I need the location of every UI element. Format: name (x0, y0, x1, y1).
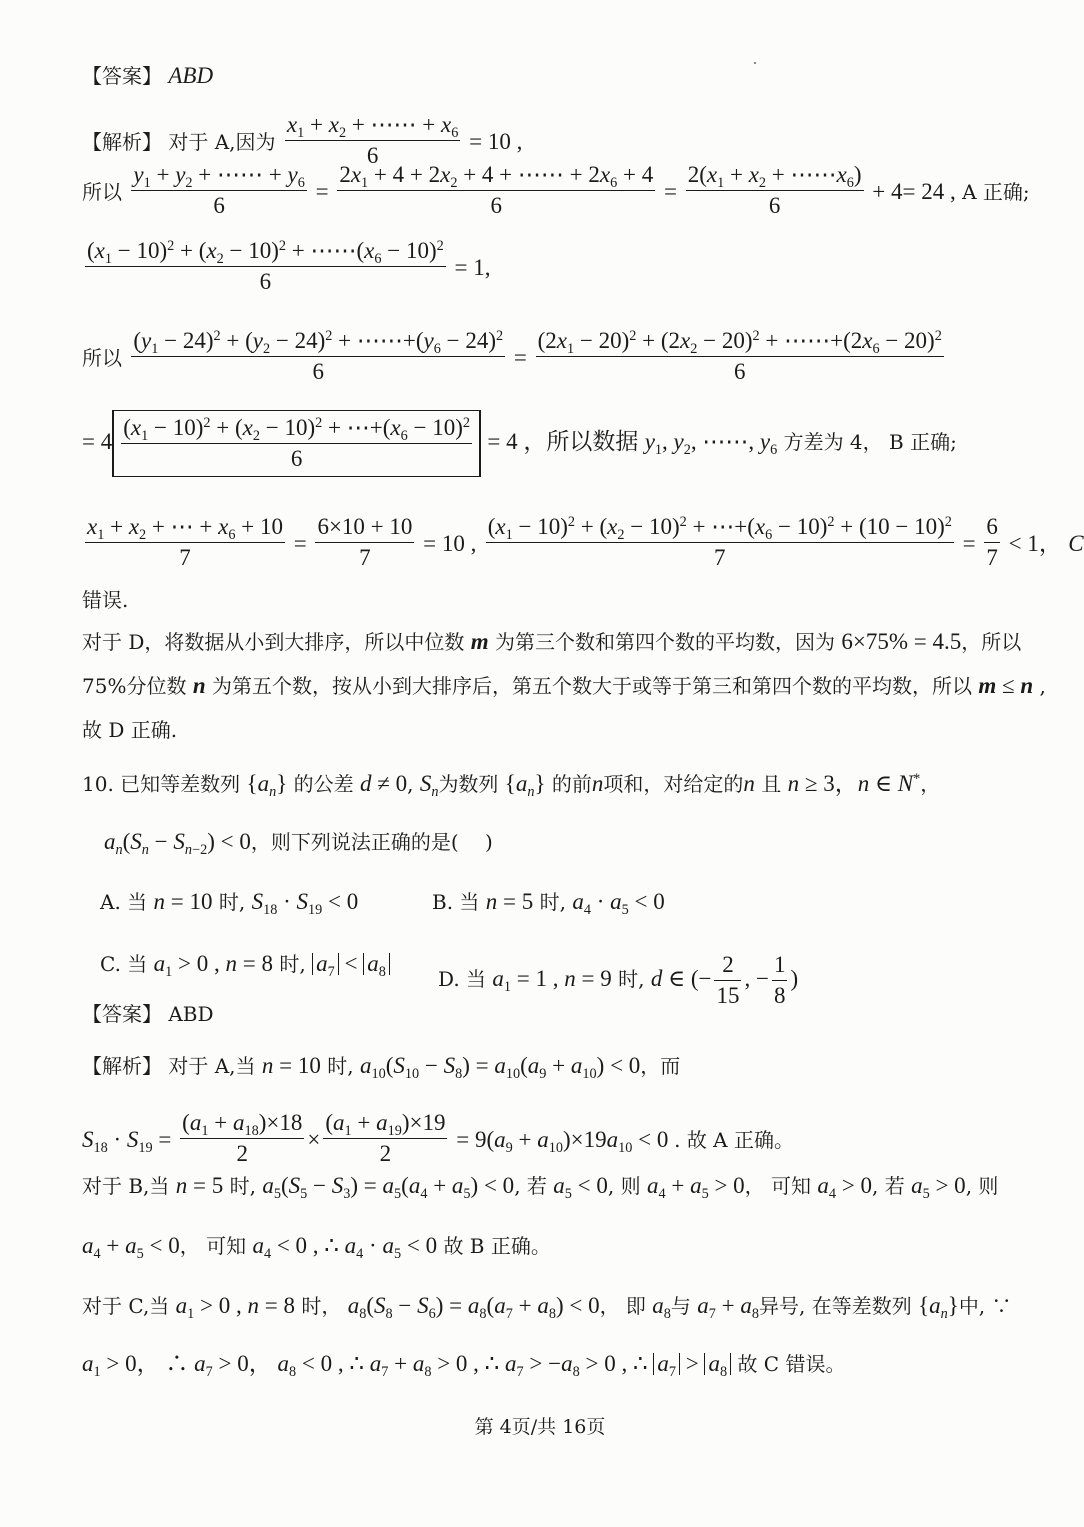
q9-c-less: < 1， (1008, 531, 1062, 556)
q9-mean-y-result: + 4= 24 , (872, 179, 956, 204)
q10-analysis-b-line2: $a_4 + a_5 < 0$， 可知 $a_4 < 0$ , ∴ $a_4 \cdot a_5 < 0$ 故 B 正确。 (82, 1233, 551, 1262)
q9-variance-b-formula: = 4 $\frac{(x_1 - 10)^2 + (x_2 - 10)^2 + \cdots+(x_6 - 10)^2}{6}$ (82, 429, 481, 454)
q9-c-wrong: 错误. (82, 588, 129, 612)
q10-answer-line (82, 1000, 214, 1028)
q9-mean-y-line (82, 160, 1030, 221)
q10-analysis-c-line1: 对于 C,当 $a_1 > 0$ , n = 8 时， $a_8(S_8 - S_6) = a_8(a_7 + a_8) < 0$， 即 $a_8$与 $a_7 + a_8$异号, 在等差数列 $\{a_n\}$中, ∵ (82, 1293, 1012, 1322)
so-text: 所以 (82, 346, 122, 370)
q9-mean-formula: $\frac{x_1 + x_2 + \cdots\cdots + x_6}{6}$ (286, 112, 459, 168)
q9-variance-y-line (82, 326, 947, 387)
q9-variance-line (82, 236, 491, 297)
q9-answer-line (82, 62, 213, 90)
q9-a-correct: A 正确; (962, 180, 1030, 204)
q9-b-correct: B 正确; (889, 429, 957, 454)
q9-d-line1: 对于 D，将数据从小到大排序，所以中位数 m 为第三个数和第四个数的平均数，因为 6×75% = 4.5，所以 (82, 629, 1022, 654)
so-text: 所以 (82, 180, 122, 204)
q9-c-mean-value: = 10 , (423, 531, 477, 556)
q9-variance-formula: $\frac{(x_1 - 10)^2 + (x_2 - 10)^2 + \cdots\cdots(x_6 - 10)^2}{6}$ (87, 238, 444, 294)
q10-analysis-a-line1: 【解析】 对于 A,当 n = 10 时, $a_{10}(S_{10} - S_8) = a_{10}(a_9 + a_{10}) < 0$，而 (82, 1053, 681, 1082)
q10-option-b: B. 当 n = 5 时, $a_4 \cdot a_5 < 0$ (432, 889, 665, 918)
q10-answer-value: ABD (168, 1002, 214, 1026)
q10-stem-line2: $a_n(S_n - S_{n-2}) < 0$，则下列说法正确的是( ) (104, 829, 493, 858)
q9-c-line: $\frac{x_1 + x_2 + \cdots + x_6 + 10}{7}$ = $\frac{6\times 10 + 10}{7}$ = 10 , $\frac{(x_1 - 10)^2 + (x_2 - 10)^2 + \cdots+(x_6 - 10)^2 + (10 - 10)^2}{7}$ = $\frac{6}{7}$ < 1， C (82, 512, 1084, 573)
q9-mean-y-formula: $\frac{y_1 + y_2 + \cdots\cdots + y_6}{6}$ = $\frac{2x_1 + 4 + 2x_2 + 4 + \cdots\cdots + 2x_6 + 4}{6}$ = $\frac{2(x_1 + x_2 + \cdots\cdots x_6)}{6}$ (133, 162, 862, 218)
q10-option-c: C. 当 $a_1 > 0$ , n = 8 时, $a_7 < a_8$ (100, 950, 390, 978)
q10-analysis-b-line1: 对于 B,当 n = 5 时, $a_5(S_5 - S_3) = a_5(a_4 + a_5) < 0$, 若 $a_5 < 0$, 则 $a_4 + a_5 > 0$， 可知 $a_4 > 0$, 若 $a_5 > 0$, 则 (82, 1173, 999, 1202)
q9-d-calc: 6×75% = 4.5 (841, 629, 962, 654)
q9-d-line2: 75%分位数 n 为第五个数，按从小到大排序后，第五个数大于或等于第三和第四个数的平均数，所以 m ≤ n , (82, 673, 1046, 698)
q10-number: 10. (82, 772, 114, 796)
analysis-label: 【解析】 (82, 130, 162, 154)
page-footer: 第 4页/共 16页 (474, 1416, 606, 1438)
q9-d-correct: 故 D 正确. (82, 718, 178, 742)
q10-analysis-c-line2: $a_1 > 0$， ∴ $a_7 > 0$， $a_8 < 0$ , ∴ $a_7 + a_8 > 0$ , ∴ $a_7 > -a_8 > 0$ , ∴ $a_7 > a_8$ 故 C 错误。 (82, 1351, 846, 1380)
q9-answer-value: ABD (168, 63, 214, 88)
q9-variance-y-formula: $\frac{(y_1 - 24)^2 + (y_2 - 24)^2 + \cdots\cdots+(y_6 - 24)^2}{6}$ = $\frac{(2x_1 - 20)^2 + (2x_2 - 20)^2 + \cdots\cdots+(2x_6 - 20)^2}{6}$ (133, 328, 942, 384)
q9-b-text: = 4 ，所以数据 (487, 428, 639, 454)
q9-b-variance: 方差为 4， (783, 429, 883, 454)
scan-speck (754, 62, 756, 64)
answer-label: 【答案】 (82, 1002, 162, 1026)
q9-variance-b-line (82, 410, 957, 477)
q9-a-intro: 对于 A,因为 (168, 130, 276, 154)
q9-c-mean: $\frac{x_1 + x_2 + \cdots + x_6 + 10}{7}$ = $\frac{6\times 10 + 10}{7}$ (87, 514, 413, 570)
q10-option-a: A. 当 n = 10 时, $S_{18} \cdot S_{19} < 0$ (100, 889, 359, 918)
q9-b-data: $y_1$, $y_2$, ⋯⋯, $y_6$ (644, 428, 778, 458)
analysis-label: 【解析】 (82, 1054, 162, 1078)
answer-label: 【答案】 (82, 64, 162, 88)
q10-stem-line1: 10. 已知等差数列 $\{a_n\}$ 的公差 d ≠ 0, $S_n$为数列 $\{a_n\}$ 的前n项和，对给定的n 且 n ≥ 3，n ∈ N*， (82, 771, 941, 800)
q9-c-variance: $\frac{(x_1 - 10)^2 + (x_2 - 10)^2 + \cdots+(x_6 - 10)^2 + (10 - 10)^2}{7}$ = $\frac{6}{7}$ (487, 514, 998, 570)
q9-variance-value: = 1, (454, 255, 491, 280)
q10-option-d: D. 当 $a_1 = 1$ , n = 9 时, d ∈ (− $\frac{2}{15}$ , − $\frac{1}{8}$ ) (438, 952, 799, 1008)
q9-mean-value: = 10 , (469, 129, 523, 154)
q10-analysis-a-line2: $S_{18} \cdot S_{19}$ = $\frac{(a_1 + a_{18})\times 18}{2}$ × $\frac{(a_1 + a_{19})\times 19}{2}$ = $9(a_9 + a_{10})\times 19a_{10} < 0$ . 故 A 正确。 (82, 1110, 794, 1166)
